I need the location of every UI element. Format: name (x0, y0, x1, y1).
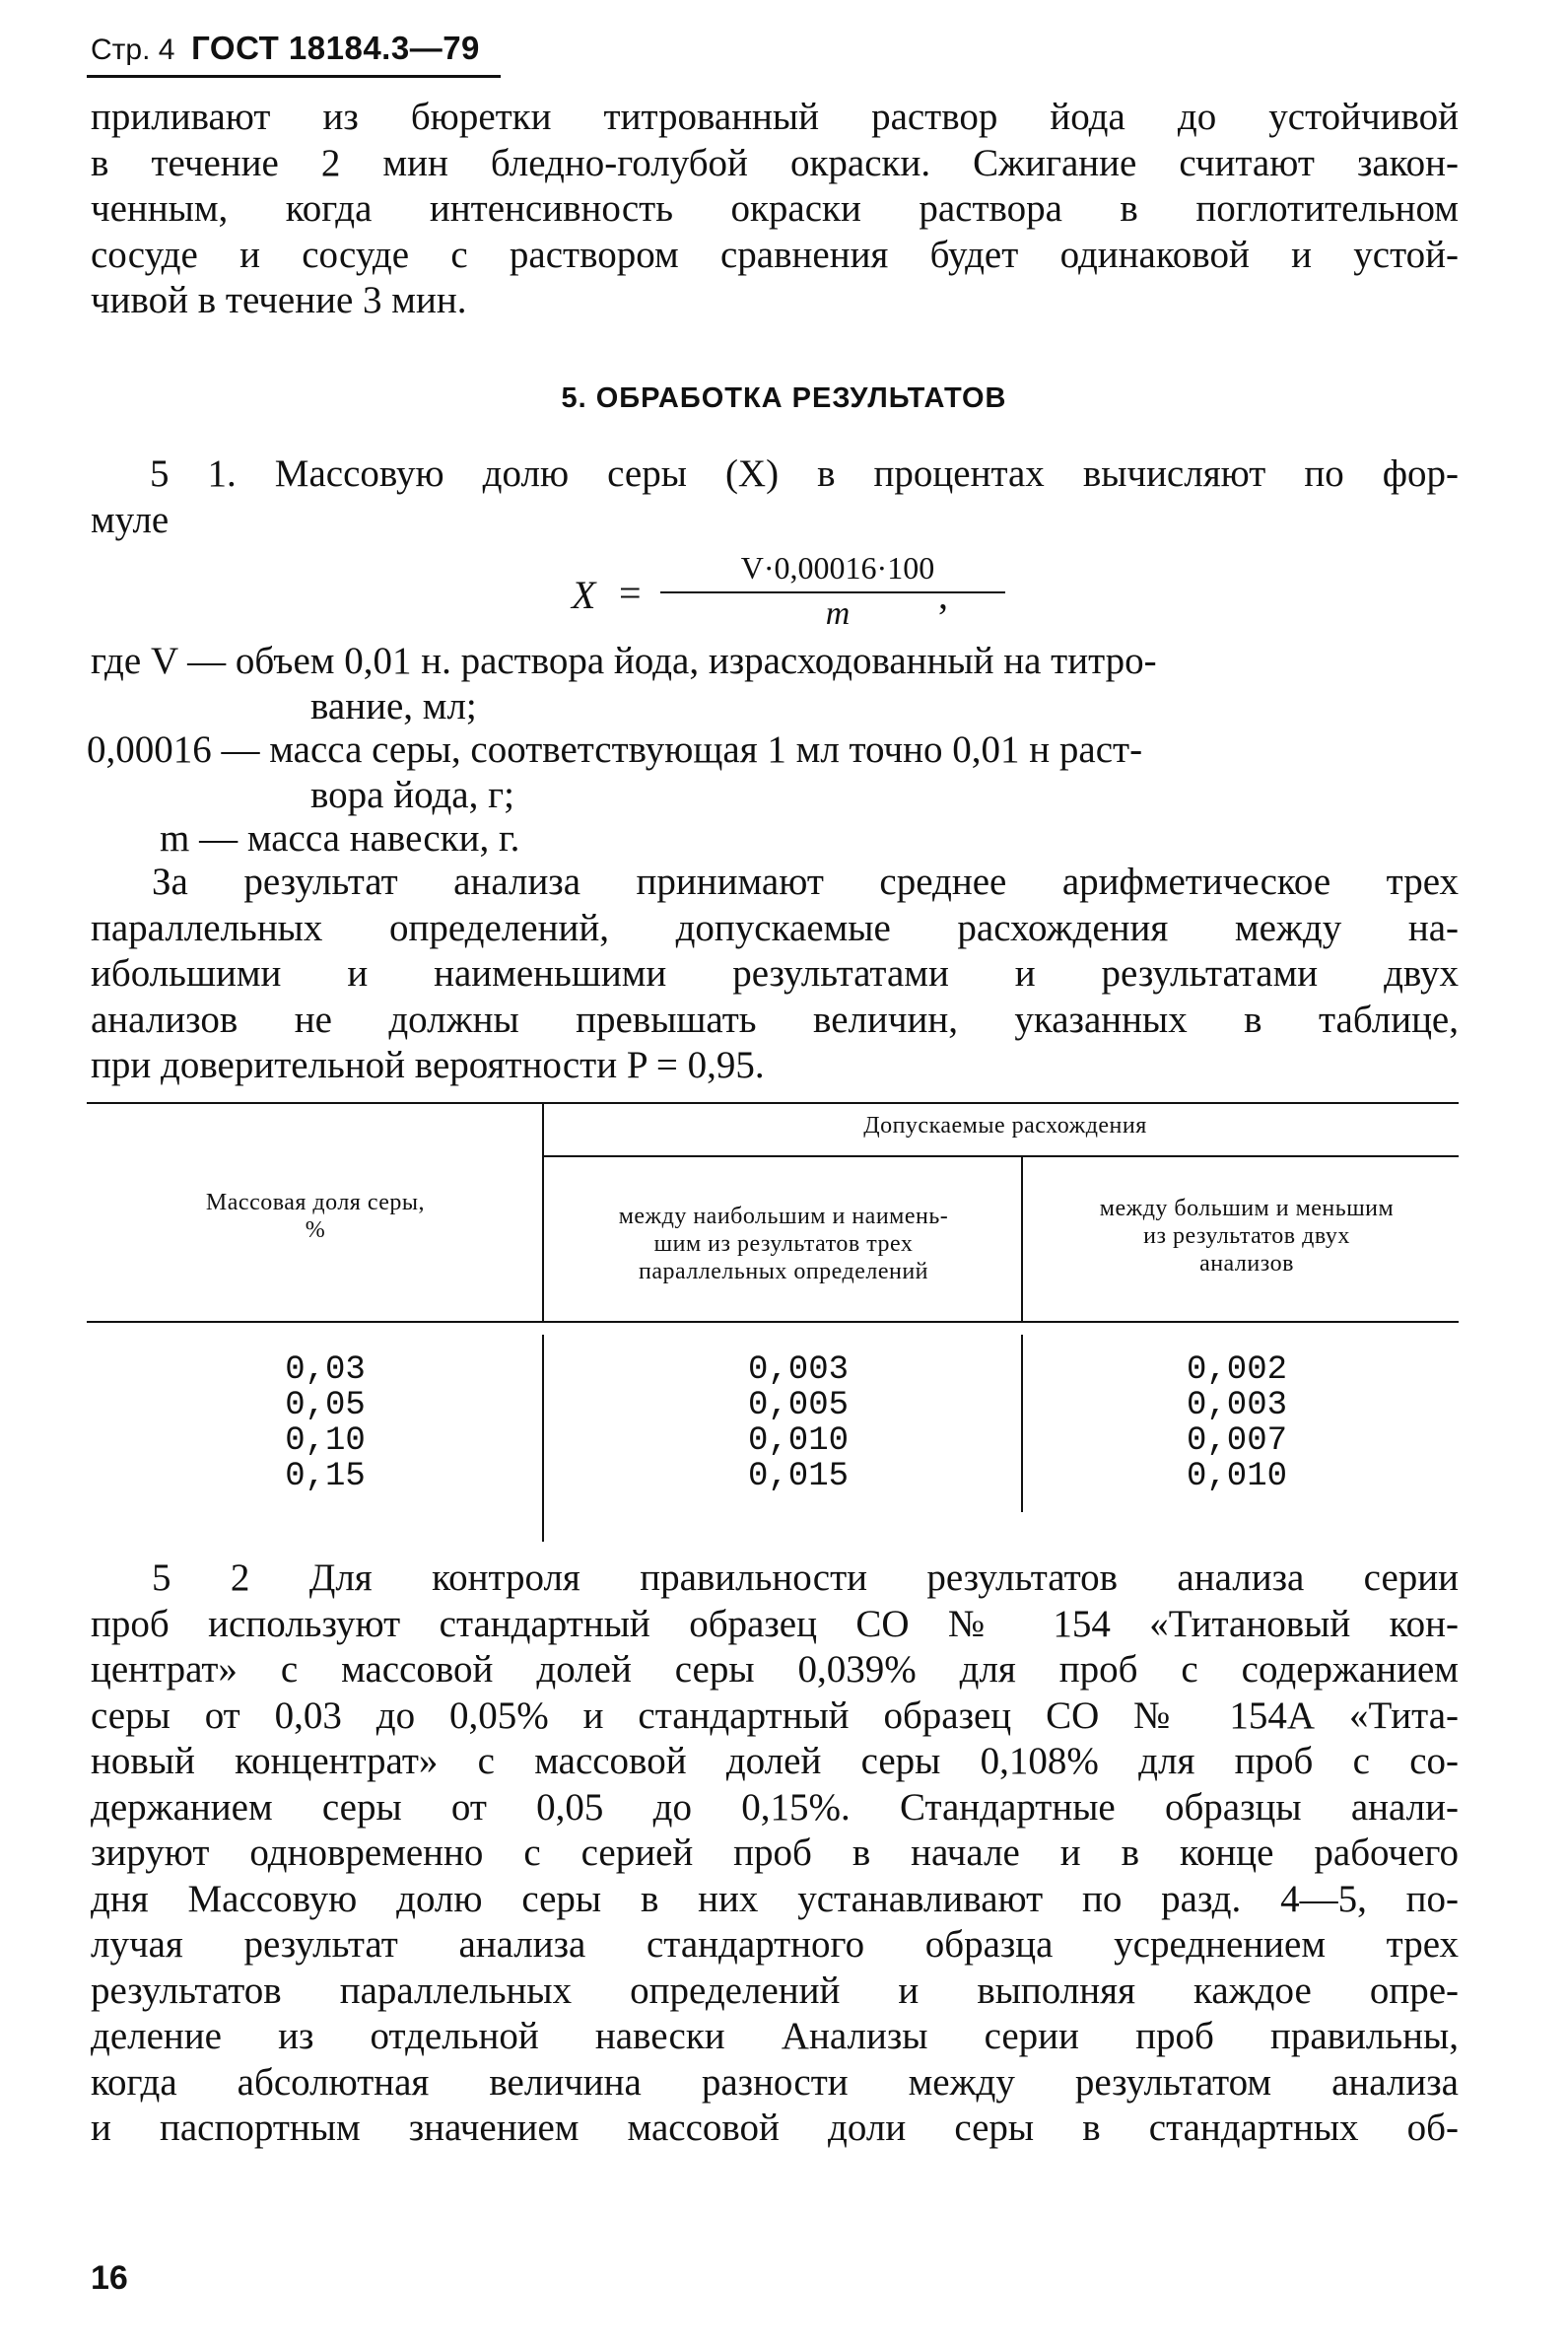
text-line: при доверительной вероятности P = 0,95. (91, 1044, 765, 1086)
column-header-two: между большим и меньшим из результатов двух анализов (1099, 1196, 1395, 1277)
section-title: 5. ОБРАБОТКА РЕЗУЛЬТАТОВ (561, 382, 1007, 414)
text-line: лучая результат анализа стандартного образца усреднением трех (91, 1923, 1459, 1966)
text-line: деление из отдельной навески Анализы серии проб правильны, (91, 2015, 1459, 2057)
table-cell: 0,007 (1186, 1422, 1288, 1460)
text-line: центрат» с массовой долей серы 0,039% для проб с содержанием (91, 1648, 1459, 1691)
table-cell: 0,010 (747, 1422, 850, 1460)
table-header-rule (87, 1321, 1459, 1323)
page-number: 16 (91, 2259, 128, 2297)
table-vline (542, 1104, 544, 1321)
table-cell: 0,010 (1186, 1458, 1288, 1495)
text-line: новый концентрат» с массовой долей серы 0,108% для проб с со- (91, 1740, 1459, 1782)
table-vline (1021, 1335, 1023, 1512)
table-vline (542, 1335, 544, 1542)
paragraph-5-1 (91, 451, 1459, 543)
text-line: когда абсолютная величина разности между результатом анализа (91, 2060, 1459, 2104)
paragraph-5-2 (91, 1555, 1459, 2152)
table-top-rule (87, 1102, 1459, 1104)
text-line: дня Массовую долю серы в них устанавливают по разд. 4—5, по- (91, 1877, 1459, 1920)
table-cell: 0,005 (747, 1387, 850, 1424)
header-page-label: Стр. 4 (91, 34, 175, 66)
text-line: ченным, когда интенсивность окраски раствора в поглотительном (91, 187, 1459, 230)
header-standard: ГОСТ 18184.3—79 (191, 30, 480, 66)
text-line: 5 1. Массовую долю серы (X) в процентах вычисляют по фор- (150, 452, 1459, 495)
table-cell: 0,15 (285, 1458, 366, 1495)
text-line: 5 2 Для контроля правильности результатов анализа серии (152, 1556, 1459, 1599)
formula (572, 550, 986, 639)
column-two-values (1089, 1352, 1385, 1494)
definition-m: m — масса навески, г. (160, 817, 520, 860)
header-rule (87, 75, 501, 78)
text-line: ибольшими и наименьшими результатами и результатами двух (91, 952, 1459, 995)
text-line: проб используют стандартный образец СО № 154 «Титановый кон- (91, 1602, 1459, 1645)
text-line: За результат анализа принимают среднее арифметическое трех (152, 861, 1459, 903)
text-line: держанием серы от 0,05 до 0,15%. Стандартные образцы анали- (91, 1785, 1459, 1829)
formula-comma: , (938, 573, 948, 617)
definition-v: где V — объем 0,01 н. раствора йода, израсходованный на титро- (91, 640, 1157, 682)
text-line: приливают из бюретки титрованный раствор йода до устойчивой (91, 96, 1459, 138)
running-header (91, 30, 480, 67)
column-header-three: между наибольшим и наимень- шим из результатов трех параллельных определений (618, 1204, 949, 1284)
text-line: результатов параллельных определений и выполняя каждое опре- (91, 1969, 1459, 2012)
definition-constant: 0,00016 — масса серы, соответствующая 1 мл точно 0,01 н раст- (87, 728, 1143, 771)
table-cell: 0,10 (285, 1422, 366, 1460)
definition-constant-cont: вора йода, г; (310, 774, 514, 816)
table-group-rule (544, 1155, 1459, 1157)
text-line: муле (91, 498, 170, 541)
table-cell: 0,003 (747, 1351, 850, 1389)
table-cell: 0,03 (285, 1351, 366, 1389)
formula-equals: = (619, 571, 642, 615)
intro-paragraph (91, 95, 1459, 324)
results-paragraph (91, 860, 1459, 1089)
table-cell: 0,05 (285, 1387, 366, 1424)
formula-lhs: X (572, 573, 596, 617)
table-cell: 0,015 (747, 1458, 850, 1495)
formula-denominator: m (825, 595, 851, 632)
table-cell: 0,002 (1186, 1351, 1288, 1389)
text-line: и паспортным значением массовой доли серы в стандартных об- (91, 2107, 1459, 2149)
definition-v-cont: вание, мл; (310, 685, 477, 727)
text-line: серы от 0,03 до 0,05% и стандартный образец СО № 154А «Тита- (91, 1693, 1459, 1737)
formula-numerator: V·0,00016·100 (740, 550, 935, 586)
text-line: в течение 2 мин бледно-голубой окраски. Сжигание считают закон- (91, 141, 1459, 184)
column-header-mass: Массовая доля серы, % (205, 1190, 426, 1243)
table-vline (1021, 1157, 1023, 1321)
table-cell: 0,003 (1186, 1387, 1288, 1424)
group-header: Допускаемые расхождения (863, 1113, 1147, 1139)
text-line: анализов не должны превышать величин, указанных в таблице, (91, 998, 1459, 1041)
text-line: чивой в течение 3 мин. (91, 279, 467, 321)
fraction-bar (660, 591, 1005, 593)
text-line: параллельных определений, допускаемые расхождения между на- (91, 906, 1459, 949)
column-three-values (650, 1352, 946, 1494)
column-mass-values (177, 1352, 473, 1494)
text-line: сосуде и сосуде с раствором сравнения будет одинаковой и устой- (91, 233, 1459, 276)
text-line: зируют одновременно с серией проб в начале и в конце рабочего (91, 1831, 1459, 1874)
